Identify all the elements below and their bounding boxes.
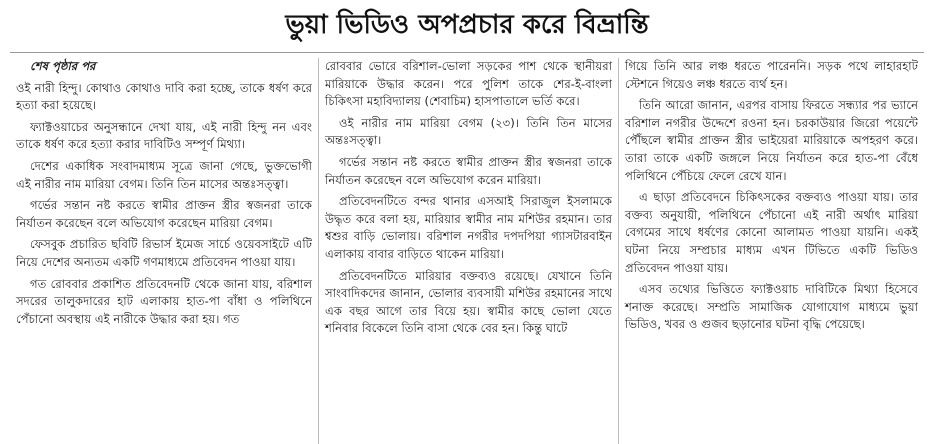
column-3 — [618, 58, 924, 444]
continued-from-label: শেষ পৃষ্ঠার পর — [30, 59, 96, 73]
paragraph: ফ্যাক্টওয়াচের অনুসন্ধানে দেখা যায়, এই নারী হিন্দু নন এবং তাকে ধর্ষণ করে হত্যা করার দাবিটিও সম্পূর্ণ মিথ্যা। — [16, 119, 312, 152]
paragraph: গিয়ে তিনি আর লঞ্চ ধরতে পারেননি। সড়ক পথে লাহারহাট স্টেশনে গিয়েও লঞ্চ ধরতে ব্যর্থ হন। — [625, 59, 918, 91]
paragraph: এসব তথ্যের ভিত্তিতে ফ্যাক্টওয়াচ দাবিটিকে মিথ্যা হিসেবে শনাক্ত করেছে। সম্প্রতি সামাজিক যোগাযোগ মাধ্যমে ভুয়া ভিডিও, খবর ও গুজব ছড়ানোর ঘটনা বৃদ্ধি পেয়েছে। — [625, 282, 918, 332]
paragraph: ওই নারী হিন্দু। কোথাও কোথাও দাবি করা হচ্ছে, তাকে ধর্ষণ করে হত্যা করা হয়েছে। — [16, 80, 312, 113]
paragraph: গর্ভের সন্তান নষ্ট করতে স্বামীর প্রাক্তন স্ত্রীর স্বজনরা তাকে নির্যাতন করেছেন বলে অভিযোগ করেন মারিয়া। — [325, 154, 612, 187]
headline-divider — [10, 52, 924, 53]
column-2 — [318, 58, 618, 444]
paragraph: রোববার ভোরে বরিশাল-ভোলা সড়কের পাশ থেকে স্থানীয়রা মারিয়াকে উদ্ধার করেন। পরে পুলিশ তাকে শের-ই-বাংলা চিকিৎসা মহাবিদ্যালয় (শেবাচিম) হাসপাতালে ভর্তি করে। — [325, 59, 612, 109]
paragraph: ওই নারীর নাম মারিয়া বেগম (২৩)। তিনি তিন মাসের অন্তঃসত্ত্বা। — [325, 115, 612, 148]
column-1 — [10, 58, 318, 444]
paragraph: গত রোববার প্রকাশিত প্রতিবেদনটি থেকে জানা যায়, বরিশাল সদরের তালুকদারের হাট এলাকায় হাত-পা বাঁধা ও পলিথিনে পেঁচানো অবস্থায় এই নারীকে উদ্ধার করা হয়। গত — [16, 276, 312, 326]
paragraph: ফেসবুক প্রচারিত ছবিটি রিভার্স ইমেজ সার্চে ওয়েবসাইটে এটি নিয়ে দেশের অন্যতম একটি গণমাধ্যমে প্রতিবেদন পাওয়া যায়। — [16, 237, 312, 269]
paragraph: তিনি আরো জানান, এরপর বাসায় ফিরতে সন্ধ্যার পর ভ্যানে বরিশাল নগরীর উদ্দেশে রওনা হন। চরকাউয়ার জিরো পয়েন্টে পৌঁছলে স্বামীর প্রাক্তন স্ত্রীর ভাইয়েরা মারিয়াকে অপহরণ করে। তারা তাকে একটি জঙ্গলে নিয়ে নির্যাতন করে হাত-পা বেঁধে পলিথিনে পেঁচিয়ে ফেলে রেখে যান। — [625, 98, 918, 183]
paragraph: এ ছাড়া প্রতিবেদনে চিকিৎসকের বক্তব্যও পাওয়া যায়। তার বক্তব্য অনুযায়ী, পলিথিনে পেঁচানো এই নারী অর্থাৎ মারিয়া বেগমের সাথে ধর্ষণের কোনো আলামত পাওয়া যায়নি। একই ঘটনা নিয়ে সম্প্রচার মাধ্যম এখন টিভিতে একটি ভিডিও প্রতিবেদন পাওয়া যায়। — [625, 190, 918, 275]
article-columns — [10, 58, 924, 444]
paragraph: প্রতিবেদনটিতে মারিয়ার বক্তব্যও রয়েছে। যেখানে তিনি সাংবাদিকদের জানান, ভোলার ব্যবসায়ী মশিউর রহমানের সাথে এক বছর আগে তার বিয়ে হয়। স্বামীর কাছে ভোলা যেতে শনিবার বিকেলে তিনি বাসা থেকে বের হন। কিন্তু ঘাটে — [325, 268, 612, 336]
paragraph: প্রতিবেদনটিতে বন্দর থানার এসআই সিরাজুল ইসলামকে উদ্ধৃত করে বলা হয়, মারিয়ার স্বামীর নাম মশিউর রহমান। তার শ্বশুর বাড়ি ভোলায়। বরিশাল নগরীর দপদপিয়া গ্যাসটারবাইন এলাকায় বাবার বাড়িতে থাকেন মারিয়া। — [325, 194, 612, 261]
paragraph: দেশের একাধিক সংবাদমাধ্যম সূত্রে জানা গেছে, ভুক্তভোগী এই নারীর নাম মারিয়া বেগম। তিনি তিন মাসের অন্তঃসত্ত্বা। — [16, 158, 312, 191]
headline: ভুয়া ভিডিও অপপ্রচার করে বিভ্রান্তি — [285, 10, 649, 40]
paragraph: গর্ভের সন্তান নষ্ট করতে স্বামীর প্রাক্তন স্ত্রীর স্বজনরা তাকে নির্যাতন করেছেন বলে অভিযোগ করেছেন মারিয়া বেগম। — [16, 198, 312, 230]
